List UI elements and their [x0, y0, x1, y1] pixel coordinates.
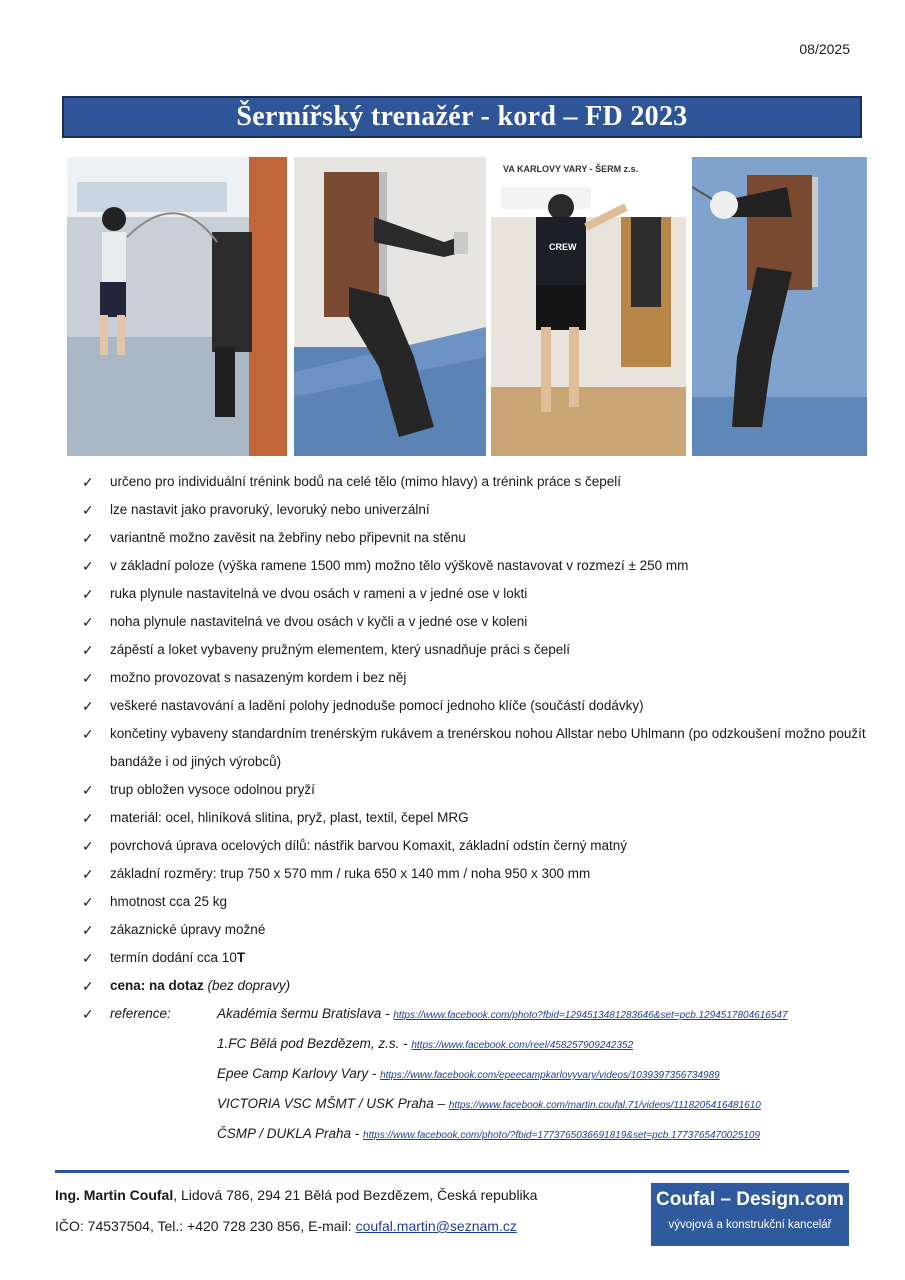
photo-fencer-crew — [491, 157, 686, 456]
list-item: ✓ určeno pro individuální trénink bodů na celé tělo (mimo hlavy) a trénink práce s čepelí — [82, 468, 872, 496]
footer-address: Ing. Martin Coufal, Lidová 786, 294 21 Bělá pod Bezdězem, Česká republika — [55, 1187, 538, 1203]
list-item: ✓ materiál: ocel, hliníková slitina, pryž, plast, textil, čepel MRG — [82, 804, 872, 832]
reference-link[interactable]: https://www.facebook.com/reel/458257909242352 — [411, 1040, 634, 1051]
list-item: ✓ hmotnost cca 25 kg — [82, 888, 872, 916]
check-icon: ✓ — [82, 558, 94, 574]
check-icon: ✓ — [82, 502, 94, 518]
list-item: ✓ lze nastavit jako pravoruký, levoruký nebo univerzální — [82, 496, 872, 524]
list-item: ✓ noha plynule nastavitelná ve dvou osách v kyčli a v jedné ose v koleni — [82, 608, 872, 636]
check-icon: ✓ — [82, 614, 94, 630]
references-list — [217, 1000, 872, 1150]
check-icon: ✓ — [82, 1006, 94, 1022]
check-icon: ✓ — [82, 698, 94, 714]
brand-title: Coufal – Design.com — [656, 1189, 844, 1210]
check-icon: ✓ — [82, 978, 94, 994]
photo-sign-text: VA KARLOVY VARY - ŠERM z.s. — [503, 164, 639, 174]
list-item: ✓ zákaznické úpravy možné — [82, 916, 872, 944]
check-icon: ✓ — [82, 922, 94, 938]
reference-line: Epee Camp Karlovy Vary - https://www.facebook.com/epeecampkarlovyvary/videos/1039397356734989 — [217, 1066, 720, 1081]
check-icon: ✓ — [82, 894, 94, 910]
reference-link[interactable]: https://www.facebook.com/epeecampkarlovyvary/videos/1039397356734989 — [380, 1070, 720, 1081]
reference-line: ČSMP / DUKLA Praha - https://www.facebook.com/photo/?fbid=1773765036691819&set=pcb.1773765470025109 — [217, 1126, 761, 1141]
page-title: Šermířský trenažér - kord – FD 2023 — [236, 101, 688, 132]
check-icon: ✓ — [82, 474, 94, 490]
footer-divider — [55, 1170, 849, 1173]
list-item: ✓ v základní poloze (výška ramene 1500 mm) možno tělo výškově nastavovat v rozmezí ± 250 mm — [82, 552, 872, 580]
check-icon: ✓ — [82, 726, 94, 742]
check-icon: ✓ — [82, 810, 94, 826]
check-icon: ✓ — [82, 950, 94, 966]
check-icon: ✓ — [82, 838, 94, 854]
list-item: ✓ trup obložen vysoce odolnou pryží — [82, 776, 872, 804]
footer-contact: IČO: 74537504, Tel.: +420 728 230 856, E-mail: coufal.martin@seznam.cz — [55, 1218, 517, 1234]
photo-strip — [67, 157, 867, 456]
list-item: ✓ veškeré nastavování a ladění polohy jednoduše pomocí jednoho klíče (součástí dodávky) — [82, 692, 872, 720]
check-icon: ✓ — [82, 530, 94, 546]
list-item: ✓ variantně možno zavěsit na žebřiny nebo připevnit na stěnu — [82, 524, 872, 552]
list-item: ✓ možno provozovat s nasazeným kordem i bez něj — [82, 664, 872, 692]
reference-link[interactable]: https://www.facebook.com/photo/?fbid=1773765036691819&set=pcb.1773765470025109 — [363, 1130, 761, 1141]
price-item: ✓ cena: na dotaz (bez dopravy) — [82, 972, 872, 1000]
document-date: 08/2025 — [799, 41, 850, 57]
reference-line: Akadémia šermu Bratislava - https://www.facebook.com/photo?fbid=1294513481283646&set=pcb.1294517804616547 — [217, 1006, 788, 1021]
reference-line: 1.FC Bělá pod Bezdězem, z.s. - https://www.facebook.com/reel/458257909242352 — [217, 1036, 634, 1051]
shirt-text: CREW — [549, 242, 577, 252]
list-item: ✓ základní rozměry: trup 750 x 570 mm / ruka 650 x 140 mm / noha 950 x 300 mm — [82, 860, 872, 888]
references-label: reference: — [110, 1006, 171, 1021]
photo-dummy-wall — [294, 157, 486, 456]
email-link[interactable]: coufal.martin@seznam.cz — [355, 1218, 517, 1234]
list-item: ✓ ruka plynule nastavitelná ve dvou osách v rameni a v jedné ose v lokti — [82, 580, 872, 608]
reference-link[interactable]: https://www.facebook.com/photo?fbid=1294513481283646&set=pcb.1294517804616547 — [393, 1010, 788, 1021]
photo-dummy-blue — [692, 157, 867, 456]
photo-gym-fencer — [67, 157, 287, 456]
title-banner — [62, 96, 862, 138]
feature-list — [82, 468, 872, 1150]
check-icon: ✓ — [82, 866, 94, 882]
brand-subtitle: vývojová a konstrukční kancelář — [668, 1219, 832, 1231]
check-icon: ✓ — [82, 670, 94, 686]
list-item: ✓ povrchová úprava ocelových dílů: nástřik barvou Komaxit, základní odstín černý matný — [82, 832, 872, 860]
check-icon: ✓ — [82, 586, 94, 602]
check-icon: ✓ — [82, 782, 94, 798]
list-item: ✓ končetiny vybaveny standardním trenérským rukávem a trenérskou nohou Allstar nebo Uhlmann (po odzkoušení možno použít bandáže i od jiných výrobců) — [82, 720, 872, 776]
check-icon: ✓ — [82, 642, 94, 658]
reference-line: VICTORIA VSC MŠMT / USK Praha – https://www.facebook.com/martin.coufal.71/videos/1118205416481610 — [217, 1096, 761, 1111]
references-item — [82, 1000, 872, 1150]
reference-link[interactable]: https://www.facebook.com/martin.coufal.71/videos/1118205416481610 — [448, 1100, 761, 1111]
list-item: ✓ zápěstí a loket vybaveny pružným elementem, který usnadňuje práci s čepelí — [82, 636, 872, 664]
delivery-item: ✓ termín dodání cca 10T — [82, 944, 872, 972]
brand-box — [651, 1183, 849, 1246]
